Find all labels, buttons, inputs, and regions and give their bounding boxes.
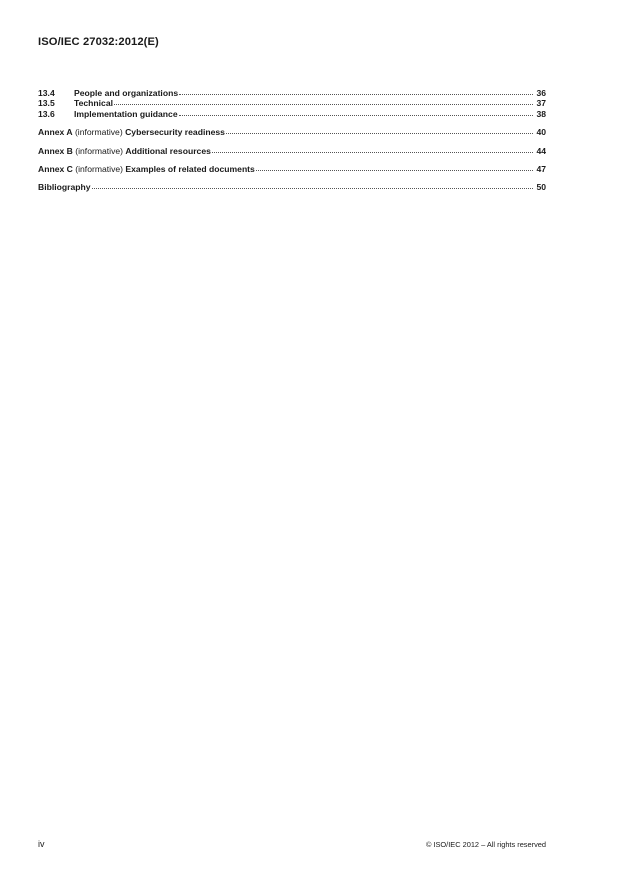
document-id-header: ISO/IEC 27032:2012(E) xyxy=(38,36,159,48)
informative-label: (informative) xyxy=(74,127,123,138)
toc-entry-annex-b[interactable] xyxy=(38,146,546,156)
dot-leader xyxy=(179,87,533,95)
toc-entry-title: Technical xyxy=(74,98,114,109)
copyright-notice: © ISO/IEC 2012 – All rights reserved xyxy=(425,840,546,849)
dot-leader xyxy=(92,181,533,189)
toc-entry-title xyxy=(38,127,225,137)
toc-entry-page: 44 xyxy=(536,145,546,156)
informative-label: (informative) xyxy=(75,164,124,175)
table-of-contents xyxy=(38,88,546,193)
toc-entry-page: 37 xyxy=(536,98,546,109)
toc-entry-title: Implementation guidance xyxy=(74,108,178,119)
toc-entry-number: 13.5 xyxy=(38,98,55,109)
annex-label: Annex B xyxy=(38,145,73,156)
informative-label: (informative) xyxy=(75,145,124,156)
page-number: iv xyxy=(38,839,45,849)
annex-title: Additional resources xyxy=(125,145,211,156)
toc-entry-number: 13.6 xyxy=(38,108,55,119)
toc-entry-title xyxy=(38,146,211,156)
annex-label: Annex A xyxy=(38,127,73,138)
dot-leader xyxy=(256,163,533,171)
annex-title: Examples of related documents xyxy=(125,164,255,175)
toc-entry-bibliography[interactable] xyxy=(38,182,546,192)
dot-leader xyxy=(212,145,533,153)
toc-entry-page: 40 xyxy=(536,127,546,138)
toc-entry-page: 38 xyxy=(536,108,546,119)
toc-entry-page: 47 xyxy=(536,164,546,175)
dot-leader xyxy=(114,97,533,105)
toc-entry-page: 36 xyxy=(536,88,546,98)
annex-title: Cybersecurity readiness xyxy=(125,127,225,138)
toc-entry-title xyxy=(38,164,255,174)
toc-entry-number: 13.4 xyxy=(38,88,55,98)
annex-label: Annex C xyxy=(38,164,73,175)
toc-entry-page: 50 xyxy=(536,182,546,193)
dot-leader xyxy=(226,126,533,134)
toc-entry-13-6[interactable] xyxy=(38,109,546,119)
dot-leader xyxy=(179,108,533,116)
toc-entry-title: Bibliography xyxy=(38,182,91,193)
toc-entry-annex-a[interactable] xyxy=(38,127,546,137)
toc-entry-annex-c[interactable] xyxy=(38,164,546,174)
toc-entry-title: People and organizations xyxy=(74,88,179,98)
